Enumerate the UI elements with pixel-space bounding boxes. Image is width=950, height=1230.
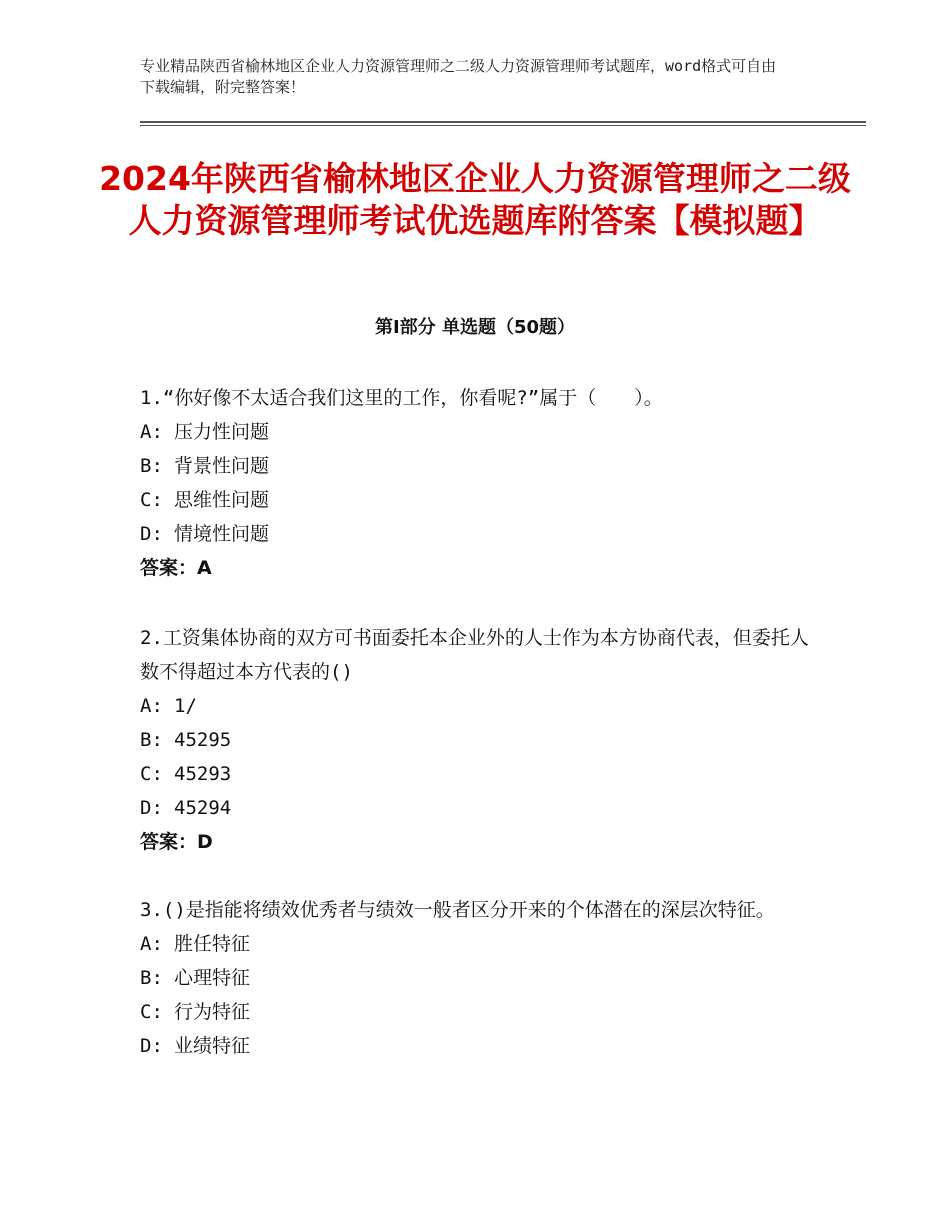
question-3 xyxy=(140,893,810,1063)
option-letter: A: xyxy=(140,695,163,717)
option-a xyxy=(140,689,810,723)
option-letter: C: xyxy=(140,489,163,511)
option-d xyxy=(140,1029,810,1063)
answer-line: 答案：A xyxy=(140,557,212,579)
option-text: 45295 xyxy=(174,729,232,751)
option-c xyxy=(140,995,810,1029)
option-text: 45293 xyxy=(174,763,232,785)
option-text: 45294 xyxy=(174,797,232,819)
option-c xyxy=(140,483,810,517)
option-d xyxy=(140,517,810,551)
option-letter: D: xyxy=(140,797,163,819)
option-letter: B: xyxy=(140,967,163,989)
question-text: 2.工资集体协商的双方可书面委托本企业外的人士作为本方协商代表，但委托人数不得超过本方代表的() xyxy=(140,627,809,683)
question-text: 3.()是指能将绩效优秀者与绩效一般者区分开来的个体潜在的深层次特征。 xyxy=(140,899,775,921)
option-a xyxy=(140,415,810,449)
header-divider-thin xyxy=(140,125,866,126)
option-letter: D: xyxy=(140,523,163,545)
header-note: 专业精品陕西省榆林地区企业人力资源管理师之二级人力资源管理师考试题库，word格式可自由下载编辑，附完整答案！ xyxy=(140,57,777,96)
option-letter: B: xyxy=(140,455,163,477)
header-divider-thick xyxy=(140,121,866,123)
option-c xyxy=(140,757,810,791)
option-text: 心理特征 xyxy=(174,967,251,989)
option-text: 行为特征 xyxy=(174,1001,251,1023)
question-text: 1.“你好像不太适合我们这里的工作，你看呢?”属于（ ）。 xyxy=(140,387,663,409)
option-b xyxy=(140,961,810,995)
option-letter: A: xyxy=(140,933,163,955)
document-title: 2024年陕西省榆林地区企业人力资源管理师之二级人力资源管理师考试优选题库附答案【模拟题】 xyxy=(99,159,851,240)
question-1 xyxy=(140,381,810,585)
option-text: 胜任特征 xyxy=(174,933,251,955)
option-text: 情境性问题 xyxy=(174,523,270,545)
option-letter: C: xyxy=(140,1001,163,1023)
section-heading: 第Ⅰ部分 单选题（50题） xyxy=(374,317,575,338)
option-text: 1/ xyxy=(174,695,197,717)
option-b xyxy=(140,449,810,483)
option-letter: B: xyxy=(140,729,163,751)
option-letter: A: xyxy=(140,421,163,443)
option-a xyxy=(140,927,810,961)
option-d xyxy=(140,791,810,825)
answer-line: 答案：D xyxy=(140,831,213,853)
option-letter: C: xyxy=(140,763,163,785)
option-text: 业绩特征 xyxy=(174,1035,251,1057)
option-text: 思维性问题 xyxy=(174,489,270,511)
option-text: 压力性问题 xyxy=(174,421,270,443)
question-2 xyxy=(140,621,810,859)
option-text: 背景性问题 xyxy=(174,455,270,477)
option-letter: D: xyxy=(140,1035,163,1057)
option-b xyxy=(140,723,810,757)
